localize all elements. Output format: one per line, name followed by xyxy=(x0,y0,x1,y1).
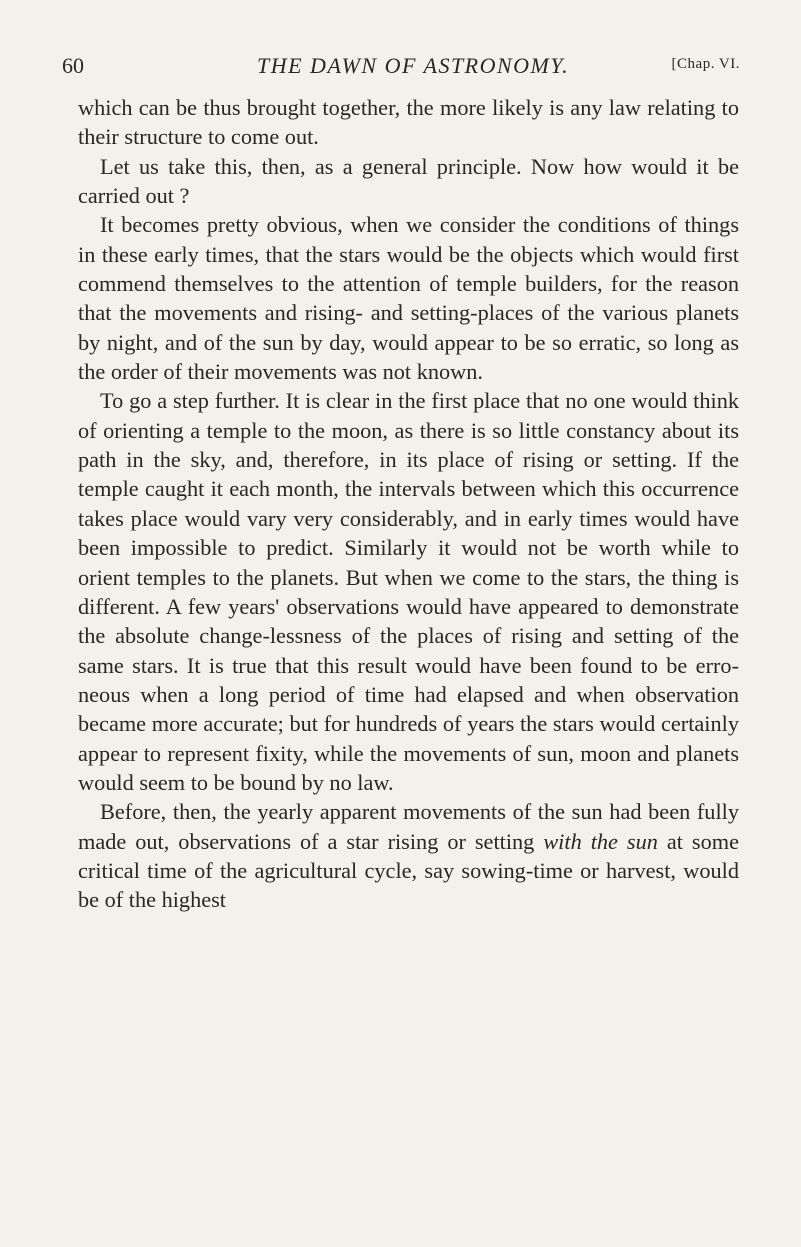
paragraph: To go a step further. It is clear in the first place that no one would think of orienting a temple to the moon, as there is so little constancy about its path in the sky, and, therefore, in its place of rising or setting. If the temple caught it each month, the intervals between which this occurrence takes place would vary very considerably, and in early times would have been impossible to predict. Similarly it would not be worth while to orient temples to the planets. But when we come to the stars, the thing is different. A few years' observations would have appeared to demonstrate the absolute change-lessness of the places of rising and setting of the same stars. It is true that this result would have been found to be erro-neous when a long period of time had elapsed and when observation became more accurate; but for hundreds of years the stars would certainly appear to represent fixity, while the movements of sun, moon and planets would seem to be bound by no law. xyxy=(78,388,739,795)
chapter-reference: [Chap. VI. xyxy=(671,56,740,72)
emphasized-phrase: with the sun xyxy=(543,828,658,854)
body-text xyxy=(78,93,739,915)
paragraph-text: at some critical time of the agricultural cycle, say sowing-time or harvest, would be of the highest xyxy=(78,828,739,913)
paragraph-text: Before, then, the yearly apparent movements of the sun had been fully made out, observations of a star rising or setting xyxy=(78,799,739,854)
running-head xyxy=(62,53,740,83)
paragraph xyxy=(78,797,739,914)
paragraph-continued: which can be thus brought together, the more likely is any law relating to their structure to come out. xyxy=(78,95,739,150)
paragraph: Let us take this, then, as a general principle. Now how would it be carried out ? xyxy=(78,153,739,209)
running-title: THE DAWN OF ASTRONOMY. xyxy=(257,53,570,78)
page-number: 60 xyxy=(62,53,84,78)
paragraph: It becomes pretty obvious, when we consider the conditions of things in these early times, that the stars would be the objects which would first commend themselves to the attention of temple builders, for the reason that the movements and rising- and setting-places of the various planets by night, and of the sun by day, would appear to be so erratic, so long as the order of their movements was not known. xyxy=(78,212,739,385)
